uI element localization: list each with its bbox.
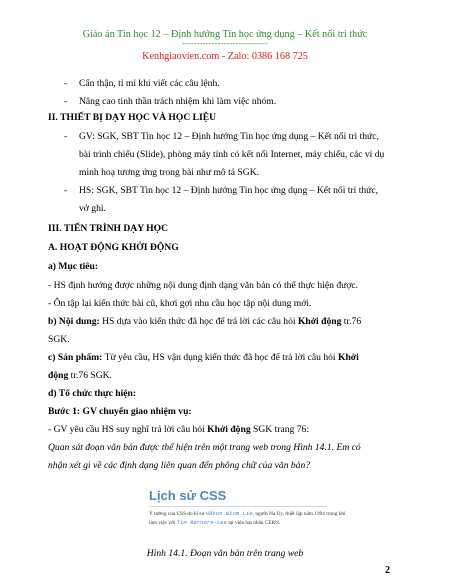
- gv-line: bài trình chiếu (Slide), phòng máy tính có kết nối Internet, máy chiếu, các ví dụ: [79, 149, 385, 160]
- san-pham-line: [48, 352, 402, 364]
- khoi-dong-ref: động: [48, 370, 69, 381]
- bullet-text: Cẩn thận, tỉ mỉ khi viết các câu lệnh.: [79, 78, 220, 89]
- gv-line: GV: SGK, SBT Tin học 12 – Định hướng Tin học ứng dụng – Kết nối tri thức,: [79, 131, 379, 142]
- header-title: Giáo án Tin học 12 – Định hướng Tin học ứng dụng – Kết nối tri thức: [82, 29, 368, 40]
- san-pham-text: tr.76 SGK.: [68, 370, 112, 381]
- muc-tieu-line: - Ôn tập lại kiến thức bài cũ, khơi gợi nhu cầu học tập nội dung mới.: [48, 298, 312, 309]
- page-number: 2: [385, 565, 390, 576]
- gv-line: minh hoạ tương ứng trong bài như mô tả SGK.: [79, 167, 260, 178]
- label-san-pham: c) Sản phẩm:: [48, 352, 103, 363]
- figure-title: Lịch sử CSS: [149, 488, 227, 503]
- khoi-dong-ref: Khởi: [338, 352, 359, 363]
- figure-text-part: tại viện hạt nhân CERN.: [227, 519, 281, 526]
- noi-dung-text: HS dựa vào kiến thức đã học để trả lời các câu hỏi: [99, 316, 298, 327]
- figure-name: Håkon Wium Lie: [205, 510, 253, 517]
- bullet-item: - Nâng cao tinh thần trách nhiệm khi làm việc nhóm.: [64, 96, 277, 107]
- noi-dung-text: tr.76: [341, 316, 362, 327]
- noi-dung-line: [48, 316, 402, 328]
- khoi-dong-ref: Khởi động: [207, 424, 251, 435]
- label-noi-dung: b) Nội dung:: [48, 316, 100, 327]
- hs-line: HS: SGK, SBT Tin học 12 – Định hướng Tin học ứng dụng – Kết nối tri thức,: [79, 185, 379, 196]
- figure-text-part: làm việc với: [149, 519, 177, 526]
- step-1-heading: Bước 1: GV chuyển giao nhiệm vụ:: [48, 406, 192, 417]
- label-to-chuc: d) Tổ chức thực hiện:: [48, 388, 137, 399]
- step-1-text: [48, 424, 402, 436]
- question-line: nhận xét gì về các định dạng liên quan đến phông chữ của văn bản?: [48, 460, 311, 471]
- step-1-text-part: - GV yêu cầu HS suy nghĩ trả lời câu hỏi: [48, 424, 208, 435]
- hs-line: vở ghi.: [79, 203, 106, 214]
- subheading-a: A. HOẠT ĐỘNG KHỞI ĐỘNG: [48, 242, 179, 253]
- figure-caption: Hình 14.1. Đoạn văn bản trên trang web: [146, 548, 304, 559]
- figure-name: Tim Berners-Lee: [176, 518, 228, 526]
- question-line: Quan sát đoạn văn bản được thể hiện trên một trang web trong Hình 14.1. Em có: [48, 442, 361, 453]
- san-pham-line: [48, 370, 402, 382]
- figure-text-part: Ý tưởng của CSS do kĩ sư: [149, 511, 206, 517]
- khoi-dong-ref: Khởi động: [297, 316, 342, 327]
- label-muc-tieu: a) Mục tiêu:: [48, 261, 99, 272]
- figure-image: [143, 482, 346, 543]
- san-pham-text: Từ yêu cầu, HS vận dụng kiến thức đã học để trả lời câu hỏi: [102, 352, 338, 363]
- bullet-text: Nâng cao tinh thần trách nhiệm khi làm việc nhóm.: [79, 96, 277, 107]
- figure-divider: [149, 506, 327, 507]
- gv-item: - GV: SGK, SBT Tin học 12 – Định hướng Tin học ứng dụng – Kết nối tri thức,: [64, 131, 379, 142]
- step-1-text-part: SGK trang 76:: [250, 424, 309, 435]
- section-heading-2: II. THIẾT BỊ DẠY HỌC VÀ HỌC LIỆU: [48, 112, 217, 123]
- header-separator: -----------------------------: [182, 39, 268, 48]
- noi-dung-line: SGK.: [48, 334, 70, 345]
- figure-text-part: , người Na Uy, thiết lập năm 1994 trong khi: [252, 511, 346, 517]
- bullet-item: - Cẩn thận, tỉ mỉ khi viết các câu lệnh.: [64, 78, 220, 89]
- header-contact: Kenhgiaovien.com - Zalo: 0386 168 725: [142, 51, 308, 62]
- muc-tieu-line: - HS định hướng được những nội dung định dạng văn bản có thể thực hiện được.: [48, 280, 359, 291]
- hs-item: - HS: SGK, SBT Tin học 12 – Định hướng Tin học ứng dụng – Kết nối tri thức,: [64, 185, 379, 196]
- section-heading-3: III. TIẾN TRÌNH DẠY HỌC: [48, 223, 169, 234]
- figure-text: [149, 510, 346, 527]
